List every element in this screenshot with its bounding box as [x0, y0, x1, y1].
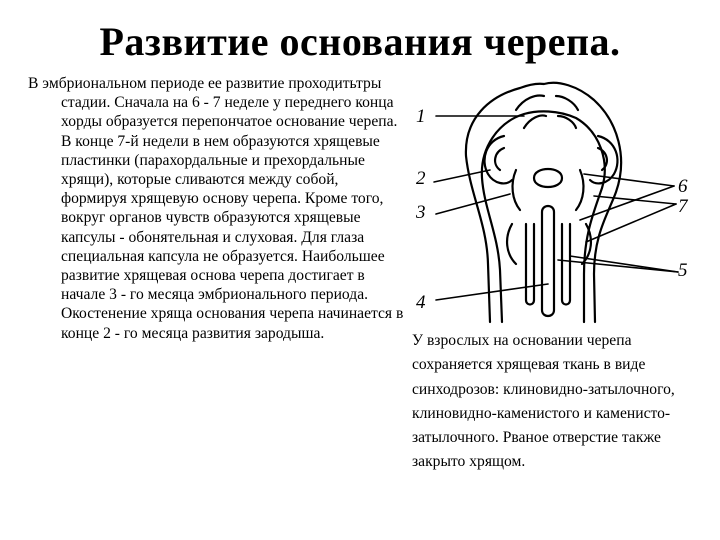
leader-7b — [586, 204, 676, 242]
leader-5b — [570, 256, 678, 272]
skull-base-diagram — [408, 74, 700, 326]
leader-3 — [436, 194, 510, 214]
leader-4 — [436, 284, 548, 300]
prechordal-plate-left — [513, 170, 520, 210]
label-3: 3 — [416, 202, 426, 223]
trabecula-left — [526, 224, 534, 305]
label-2: 2 — [416, 168, 426, 189]
nasal-cartilage-left — [516, 96, 544, 110]
side-text-block — [412, 329, 712, 475]
label-7: 7 — [678, 196, 688, 217]
otic-capsule-left-inner — [495, 148, 504, 170]
label-4: 4 — [416, 292, 426, 313]
left-paragraph: В эмбриональном периоде ее развитие проходитьтры стадии. Сначала на 6 - 7 неделе у переднего конца хорды образуется перепончатое основание черепа. В конце 7-й недели в нем образуются хрящевые пластинки (парахордальные и прехордальные хрящи), которые сливаются между собой, формируя хрящевую основу черепа. Кроме того, вокруг органов чувств образуются хрящевые капсулы - обонятельная и слуховая. Для глаза специальная капсула не образуется. Наибольшее развитие хрящевая основа черепа достигает в начале 3 - го месяца эмбрионального периода. Окостенение хряща основания черепа начинается в конце 2 - го месяца развития зародыша. — [28, 75, 404, 342]
central-lobe — [534, 169, 562, 187]
prechordal-plate-right — [576, 170, 583, 210]
label-6: 6 — [678, 176, 688, 197]
otic-capsule-right-inner — [598, 148, 607, 170]
leader-5a — [558, 260, 678, 272]
leader-7a — [594, 196, 676, 204]
nasal-cartilage-right — [556, 96, 578, 110]
label-1: 1 — [416, 106, 426, 127]
nasal-cartilage-upper-left — [524, 116, 546, 129]
slide-title: Развитие основания черепа. — [99, 19, 621, 64]
label-5: 5 — [678, 260, 688, 281]
main-text-block — [28, 74, 408, 343]
notochord — [542, 206, 554, 316]
trabecula-right — [562, 224, 570, 305]
parachordal-plate-left — [507, 224, 516, 264]
right-paragraph: У взрослых на основании черепа сохраняется хрящевая ткань в виде синходрозов: клиновидно-затылочного, клиновидно-каменистого и каменисто-затылочного. Рваное отверстие также закрыто хрящом. — [412, 332, 675, 471]
